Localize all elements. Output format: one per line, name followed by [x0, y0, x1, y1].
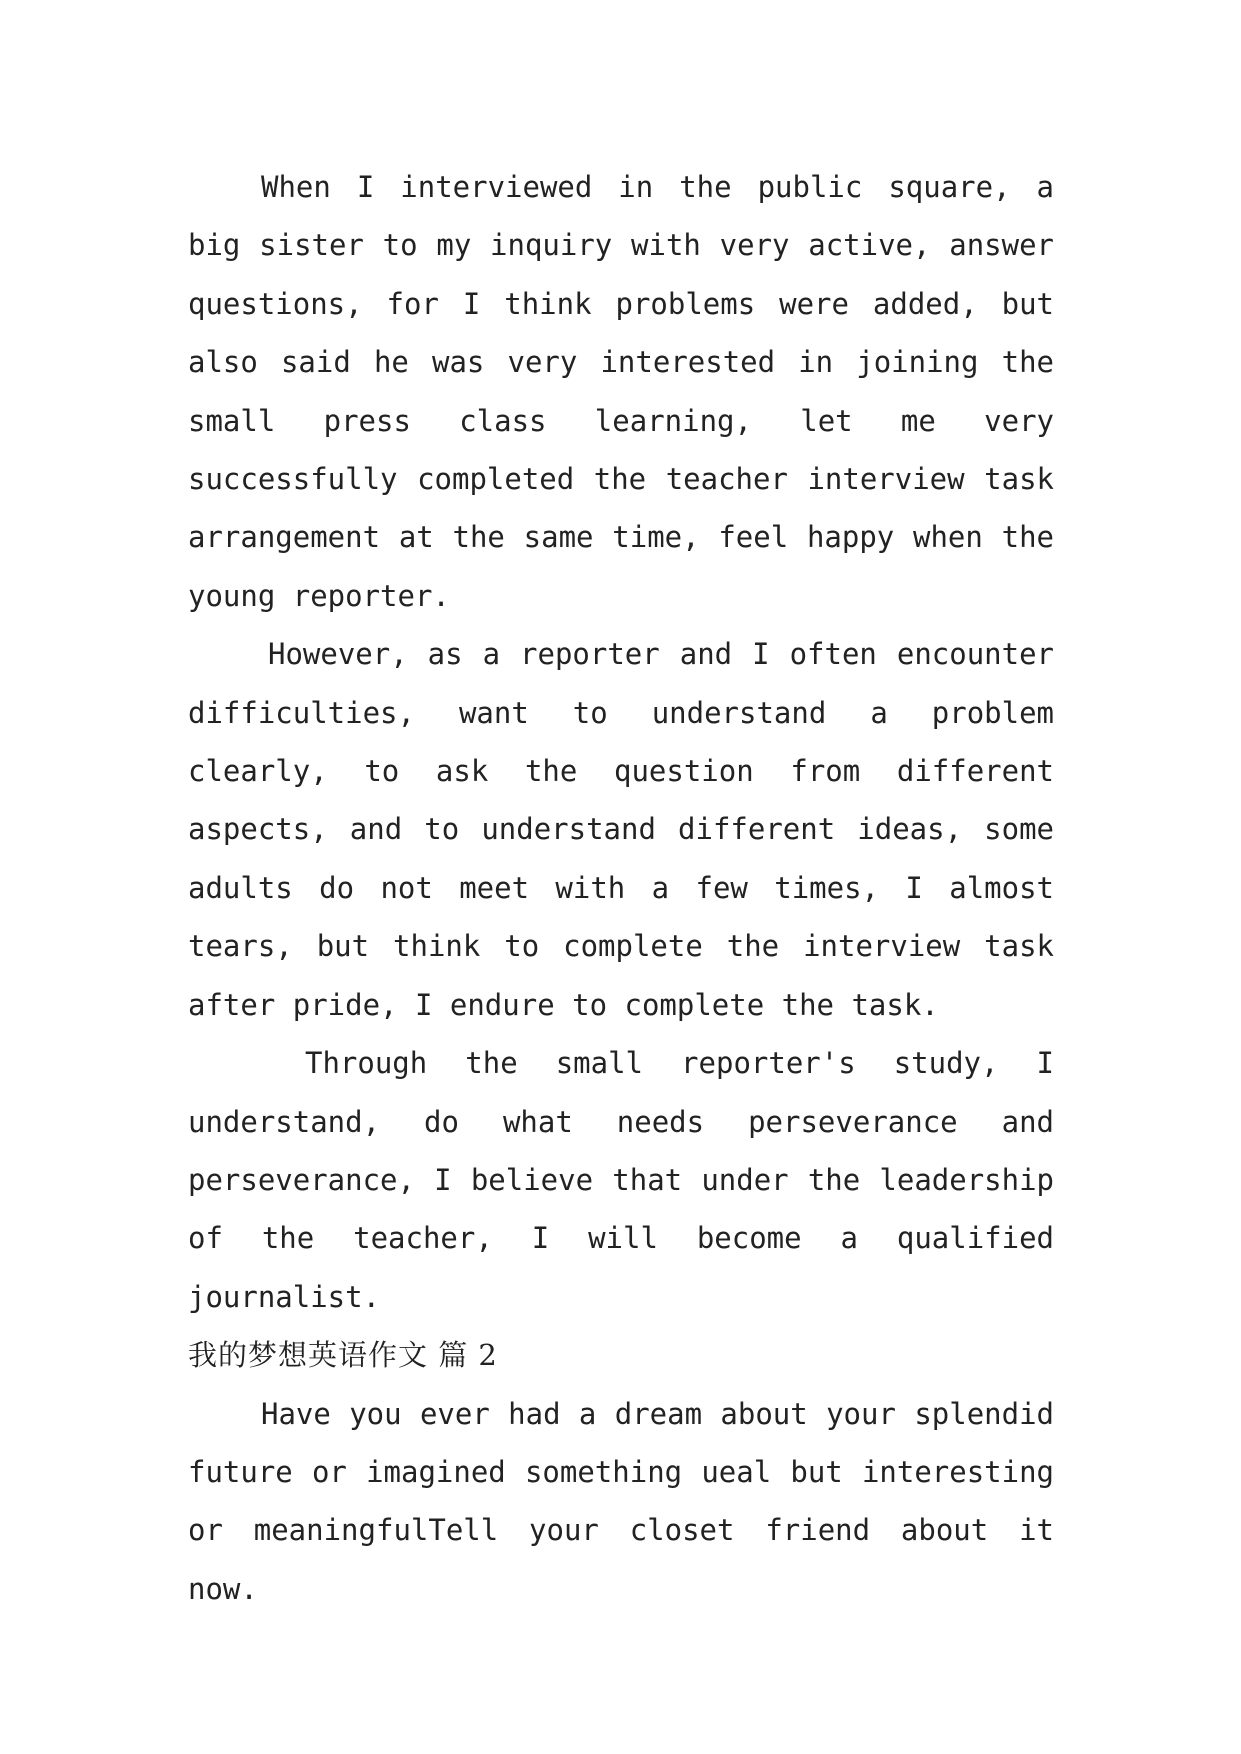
- paragraph-dream-question: Have you ever had a dream about your splendid future or imagined something ueal but interesting or meaningfulTell your closet friend about it now.: [188, 1396, 1054, 1606]
- section-heading: 我的梦想英语作文 篇 2: [188, 1338, 498, 1373]
- paragraph-reporter-difficulties: However, as a reporter and I often encounter difficulties, want to understand a problem clearly, to ask the question from different aspects, and to understand different ideas, some adults do not meet with a few times, I almost tears, but think to complete the interview task after pride, I endure to complete the task.: [188, 637, 1054, 1022]
- document-body: [188, 158, 1054, 1618]
- paragraph-reporter-study: Through the small reporter's study, I understand, do what needs perseverance and perseverance, I believe that under the leadership of the teacher, I will become a qualified journalist.: [188, 1046, 1054, 1314]
- paragraph-interview-square: When I interviewed in the public square, a big sister to my inquiry with very active, answer questions, for I think problems were added, but also said he was very interested in joining the small press class learning, let me very successfully completed the teacher interview task arrangement at the same time, feel happy when the young reporter.: [188, 170, 1054, 613]
